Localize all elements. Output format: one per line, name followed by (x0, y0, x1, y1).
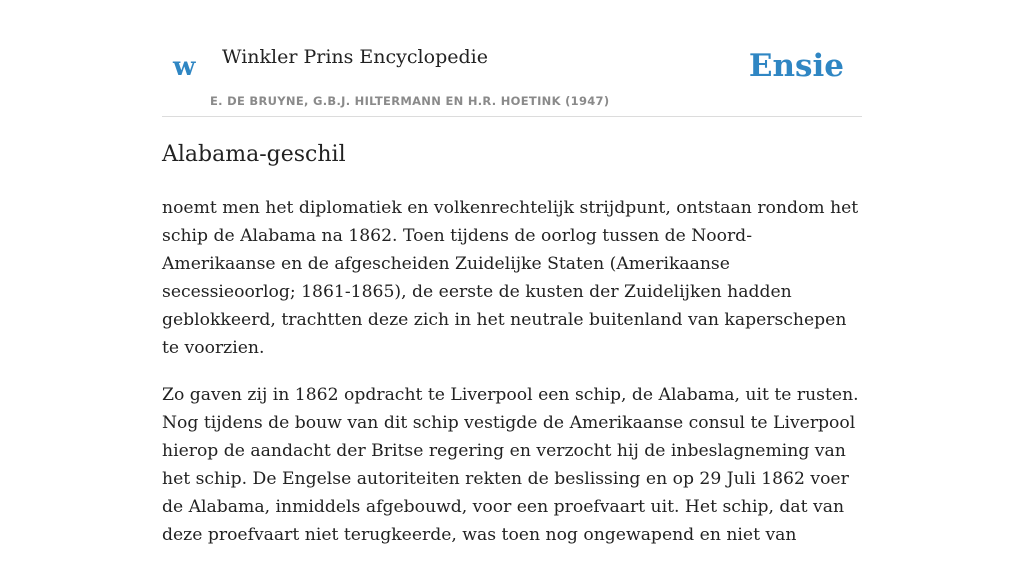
article-title: Alabama-geschil (162, 142, 346, 167)
ensie-logo-link[interactable]: Ensie (748, 48, 844, 84)
encyclopedia-title[interactable]: Winkler Prins Encyclopedie (222, 46, 488, 68)
encyclopedia-logo[interactable]: w (173, 52, 196, 82)
article-paragraph: Zo gaven zij in 1862 opdracht te Liverpool een schip, de Alabama, uit te rusten. Nog tijdens de bouw van dit schip vestigde de Amerikaanse consul te Liverpool hierop de aandacht der Britse regering en verzocht hij de inbeslagneming van het schip. De Engelse autoriteiten rekten de beslissing en op 29 Juli 1862 voer de Alabama, inmiddels afgebouwd, voor een proefvaart uit. Het schip, dat van deze proefvaart niet terugkeerde, was toen nog ongewapend en niet van (162, 385, 859, 545)
authors-line: E. DE BRUYNE, G.B.J. HILTERMANN EN H.R. HOETINK (1947) (210, 94, 610, 108)
site-header (162, 0, 862, 117)
article (162, 138, 862, 568)
article-paragraph: noemt men het diplomatiek en volkenrechtelijk strijdpunt, ontstaan rondom het schip de Alabama na 1862. Toen tijdens de oorlog tussen de Noord-Amerikaanse en de afgescheiden Zuidelijke Staten (Amerikaanse secessieoorlog; 1861-1865), de eerste de kusten der Zuidelijken hadden geblokkeerd, trachtten deze zich in het neutrale buitenland van kaperschepen te voorzien. (162, 198, 859, 358)
